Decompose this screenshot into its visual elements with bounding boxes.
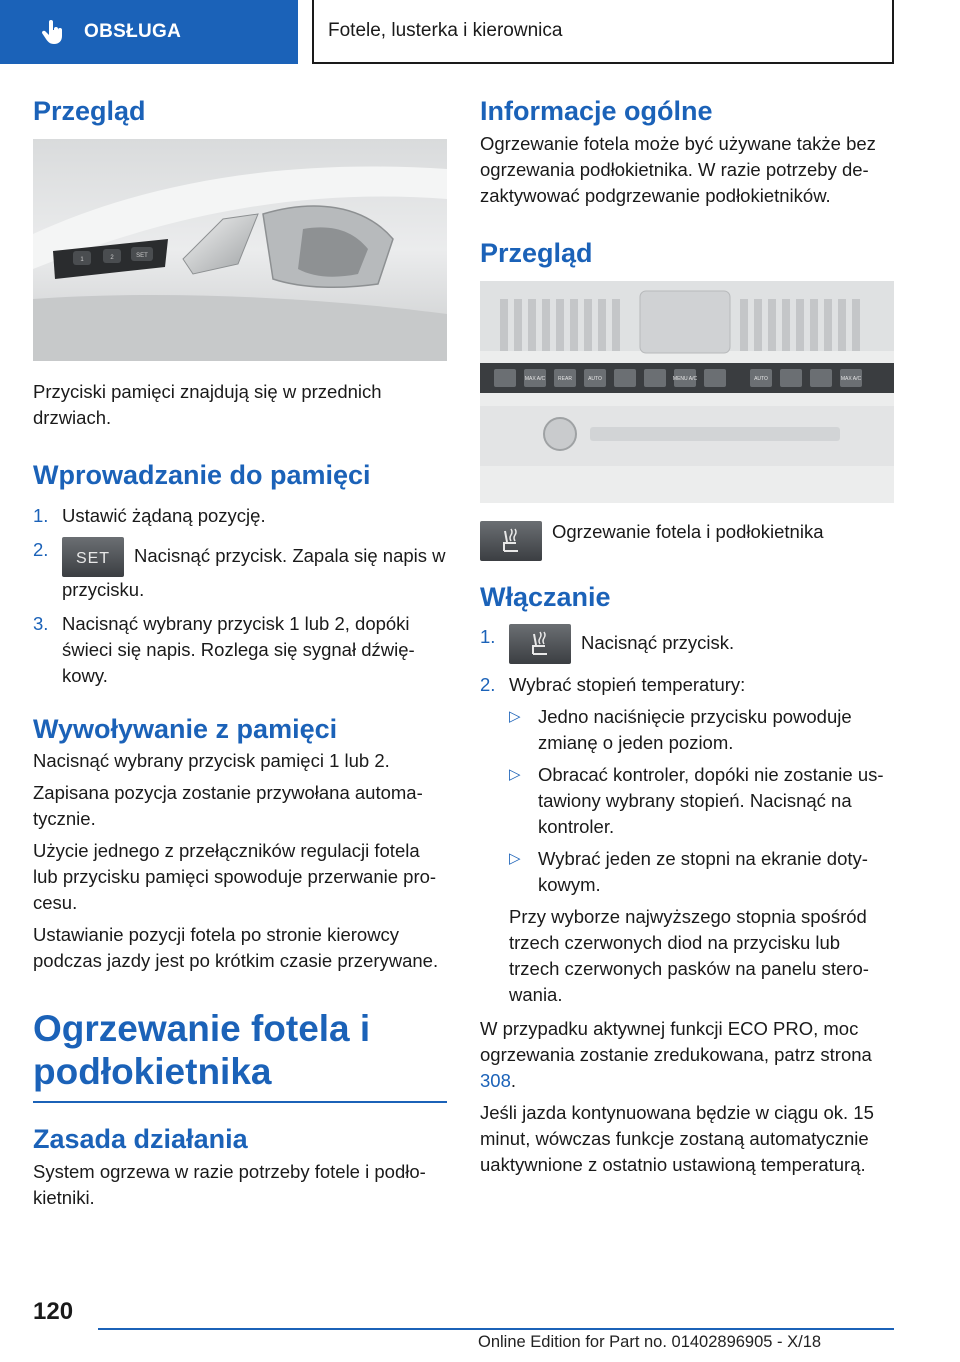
door-memory-buttons-image: [33, 139, 447, 361]
chapter-title: [312, 0, 894, 64]
sub-list: [509, 704, 895, 898]
auto-text: Jeśli jazda kontynuowana będzie w ciągu ok. 15 minut, wówczas funkcje zostaną automatycznie uaktywnione z ostatnio ustawioną temperaturą.: [480, 1102, 874, 1176]
general-heading: Informacje ogólne: [480, 96, 713, 126]
heat-caption: Ogrzewanie fotela i podłokietnika: [552, 520, 824, 542]
list-item: [33, 537, 447, 603]
triangle-bullet-icon: ▷: [509, 766, 521, 784]
recall-paragraph: Użycie jednego z przełączników regulacji fotela lub przycisku pamięci spowoduje przerwanie procesu.: [33, 840, 437, 914]
step-number: 1.: [480, 626, 496, 648]
heading-divider: [33, 1101, 447, 1103]
main-heading: Ogrzewanie fotela i podłokietnika: [33, 1008, 371, 1092]
panel-label: AUTO: [588, 375, 602, 382]
seat-heating-button-icon: [509, 624, 571, 664]
recall-heading: Wywoływanie z pamięci: [33, 713, 338, 744]
section-label: OBSŁUGA: [84, 21, 182, 42]
overview-heading-left: Przegląd: [33, 96, 146, 126]
principle-text: System ogrzewa w razie potrzeby fotele i podłokietniki.: [33, 1161, 426, 1209]
sub-item-text: Obracać kontroler, dopóki nie zostanie ustawiony wybrany stopień. Nacisnąć na kontroler.: [538, 764, 884, 838]
list-item: [480, 624, 895, 664]
door-button-set: SET: [136, 252, 148, 259]
footer-divider: [98, 1328, 894, 1330]
step-text: Nacisnąć wybrany przycisk 1 lub 2, dopóki świeci się napis. Rozlega się sygnał dźwiękowy.: [62, 612, 415, 686]
recall-paragraph: Nacisnąć wybrany przycisk pamięci 1 lub 2.: [33, 750, 390, 772]
chapter-title-text: Fotele, lusterka i kierownica: [328, 20, 563, 41]
list-item: [480, 672, 895, 1008]
sub-item-text: Wybrać jeden ze stopni na ekranie dotykowym.: [538, 848, 868, 896]
climate-panel-image: [480, 281, 894, 503]
eco-text-after: .: [510, 1070, 517, 1092]
on-steps: [480, 624, 895, 1008]
door-button-2: 2: [110, 254, 114, 261]
store-heading: Wprowadzanie do pamięci: [33, 459, 371, 490]
page-reference-link[interactable]: 308: [480, 1070, 511, 1092]
step-number: 1.: [33, 504, 49, 526]
triangle-bullet-icon: ▷: [509, 850, 521, 868]
sub-item-text: Jedno naciśnięcie przycisku powoduje zmianę o jeden poziom.: [538, 706, 852, 754]
on-heading: Włączanie: [480, 581, 611, 612]
sub-list-item: [509, 704, 895, 756]
sub-list-item: [509, 846, 895, 898]
step-number: 3.: [33, 612, 49, 634]
right-column: [480, 95, 895, 1184]
seat-heating-button-icon: [480, 521, 542, 561]
principle-heading: Zasada działania: [33, 1124, 248, 1155]
recall-paragraph: Ustawianie pozycji fotela po stronie kierowcy podczas jazdy jest po krótkim czasie przerywane.: [33, 924, 439, 972]
list-item: [33, 611, 447, 689]
sub-note: Przy wyborze najwyższego stopnia spośród trzech czerwonych diod na przycisku lub trzech czerwonych pasków na panelu sterowania.: [509, 906, 869, 1006]
section-tab[interactable]: [0, 0, 298, 64]
step-number: 2.: [33, 538, 49, 560]
triangle-bullet-icon: ▷: [509, 708, 521, 726]
general-text: Ogrzewanie fotela może być używane także bez ogrzewania podłokietnika. W razie potrzeby dezaktywować podgrzewanie podłokietników.: [480, 132, 876, 206]
step-number: 2.: [480, 674, 496, 696]
panel-label: MAX A/C: [840, 375, 862, 382]
panel-label: MENU A/C: [672, 375, 698, 382]
store-steps: [33, 503, 447, 689]
panel-label: MAX A/C: [524, 375, 546, 382]
eco-text: [480, 1016, 895, 1094]
set-button-label: SET: [75, 549, 111, 567]
eco-text-before: W przypadku aktywnej funkcji ECO PRO, moc ogrzewania zostanie zredukowana, patrz strona: [480, 1018, 872, 1066]
hand-pointer-icon: [40, 19, 66, 45]
list-item: [33, 503, 447, 529]
edition-note: Online Edition for Part no. 01402896905 - X/18: [478, 1333, 822, 1351]
page-number: 120: [33, 1298, 74, 1325]
door-caption: Przyciski pamięci znajdują się w przednich drzwiach.: [33, 380, 382, 428]
step-text: Ustawić żądaną pozycję.: [62, 504, 266, 526]
door-button-1: 1: [80, 256, 84, 263]
overview-heading-right: Przegląd: [480, 237, 593, 268]
heat-caption-row: [480, 521, 895, 561]
set-button-icon: [62, 537, 124, 577]
panel-label: AUTO: [754, 375, 768, 382]
left-column: [33, 95, 447, 1217]
panel-label: REAR: [558, 375, 572, 382]
step-text: Wybrać stopień temperatury:: [509, 674, 746, 696]
step-text: Nacisnąć przycisk. Zapala się napis w przycisku.: [62, 544, 446, 600]
step-text: Nacisnąć przycisk.: [581, 632, 735, 654]
recall-paragraph: Zapisana pozycja zostanie przywołana automatycznie.: [33, 782, 423, 830]
sub-list-item: [509, 762, 895, 840]
